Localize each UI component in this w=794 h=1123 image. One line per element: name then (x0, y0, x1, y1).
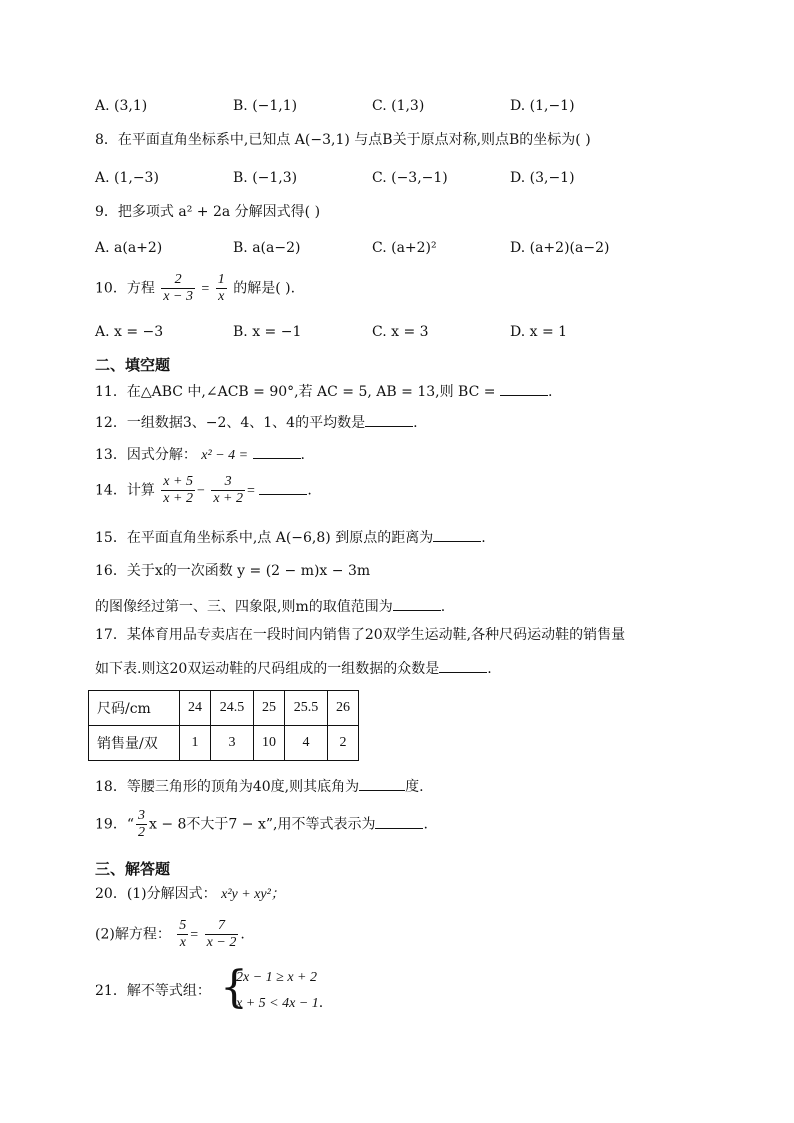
q19-answer-blank[interactable] (375, 814, 423, 829)
q13-expression: x² − 4 = (201, 448, 249, 463)
q13: 13．因式分解： x² − 4 = . (95, 444, 305, 465)
q20-part-2 (95, 918, 245, 951)
q10-option-a[interactable]: A. x = −3 (95, 324, 164, 340)
q11: 11．在△ABC 中,∠ACB = 90°,若 AC = 5, AB = 13,则 BC = . (95, 381, 552, 401)
q18 (95, 776, 424, 796)
q19-numerator: 3 (137, 808, 145, 823)
table-cell: 25 (254, 691, 285, 726)
q21-inequality-2-row (236, 994, 323, 1013)
q21-inequality-1: 2x − 1 ≥ x + 2 (236, 970, 318, 985)
q8-option-b[interactable]: B. (−1,3) (233, 170, 298, 186)
q11-answer-blank[interactable] (500, 381, 548, 396)
q15-text: 15．在平面直角坐标系中,点 A(−6,8) 到原点的距离为 (95, 530, 434, 546)
table-header-size: 尺码/cm (89, 691, 180, 726)
q9-option-b[interactable]: B. a(a−2) (233, 240, 301, 256)
q14-equals: = (246, 483, 255, 499)
q10-stem (95, 272, 295, 305)
q20-frac2-denominator: x − 2 (206, 935, 237, 950)
q9-option-c[interactable]: C. (a+2)² (372, 240, 437, 256)
q9-option-d[interactable]: D. (a+2)(a−2) (510, 240, 610, 256)
q17-line-1: 17．某体育用品专卖店在一段时间内销售了20双学生运动鞋,各种尺码运动鞋的销售量 (95, 627, 626, 643)
q14-fraction-1 (161, 474, 195, 507)
q10-suffix: 的解是( ). (233, 280, 296, 297)
q7-option-d[interactable]: D. (1,−1) (510, 98, 575, 114)
q19-middle: x − 8不大于7 − x”,用不等式表示为 (148, 816, 376, 833)
q8-option-d[interactable]: D. (3,−1) (510, 170, 575, 186)
q19-prefix: 19．“ (95, 816, 134, 833)
table-cell: 24.5 (211, 691, 254, 726)
q10-fraction-2 (216, 272, 227, 305)
q20-fraction-2 (205, 918, 239, 951)
q19-fraction (136, 808, 147, 841)
q10-option-b[interactable]: B. x = −1 (233, 324, 302, 340)
q10-frac1-denominator: x − 3 (163, 289, 193, 304)
q13-prefix: 13．因式分解： (95, 447, 197, 463)
q14-prefix: 14．计算 (95, 482, 155, 499)
q17-text: 如下表.则这20双运动鞋的尺码组成的一组数据的众数是 (95, 661, 440, 677)
q10-prefix: 10．方程 (95, 280, 155, 297)
q14: 14．计算 $\frac{x + 5}{x + 2}$ − $\frac{3}{x + 2}$ = . (95, 474, 312, 506)
q20-part1-prefix: 20．(1)分解因式： (95, 886, 217, 902)
q20-part1-expression: x²y + xy²； (221, 887, 285, 902)
q15: 15．在平面直角坐标系中,点 A(−6,8) 到原点的距离为 . (95, 527, 486, 547)
q14-frac2-denominator: x + 2 (213, 491, 243, 506)
q7-option-c[interactable]: C. (1,3) (372, 98, 425, 114)
table-header-sales: 销售量/双 (89, 726, 180, 761)
q21-end: . (318, 995, 324, 1011)
q16-line-2: 的图像经过第一、三、四象限,则m的取值范围为 . (95, 596, 445, 616)
q10-equals: = (201, 281, 210, 297)
q8-option-c[interactable]: C. (−3,−1) (372, 170, 448, 186)
table-cell: 1 (180, 726, 211, 761)
q14-fraction-2 (211, 474, 245, 507)
q20-equals: = (190, 927, 199, 943)
table-row (89, 726, 359, 761)
q20-part2-prefix: (2)解方程： (95, 926, 171, 943)
q14-frac1-numerator: x + 5 (163, 474, 193, 489)
q10-option-d[interactable]: D. x = 1 (510, 324, 568, 340)
table-cell: 2 (328, 726, 359, 761)
q9-option-a[interactable]: A. a(a+2) (95, 240, 163, 256)
q14-minus: − (196, 483, 205, 499)
table-cell: 25.5 (285, 691, 328, 726)
q10-frac1-numerator: 2 (161, 272, 195, 289)
q20-end: . (240, 926, 245, 943)
q19: 19．“ $\frac{3}{2}$ x − 8不大于7 − x”,用不等式表示为 . (95, 808, 428, 840)
q8-stem: 8．在平面直角坐标系中,已知点 A(−3,1) 与点B关于原点对称,则点B的坐标为( ) (95, 132, 591, 148)
q18-answer-blank[interactable] (359, 776, 405, 791)
section-solve-title: 三、解答题 (95, 860, 171, 878)
table-cell: 24 (180, 691, 211, 726)
q12-text: 12．一组数据3、−2、4、1、4的平均数是 (95, 415, 366, 431)
q11-text: 11．在△ABC 中,∠ACB = 90°,若 AC = 5, AB = 13,则 BC = (95, 384, 496, 400)
table-cell: 26 (328, 691, 359, 726)
q13-answer-blank[interactable] (253, 444, 301, 459)
q12: 12．一组数据3、−2、4、1、4的平均数是 . (95, 412, 418, 432)
q7-option-a[interactable]: A. (3,1) (95, 98, 148, 114)
q17-line-2: 如下表.则这20双运动鞋的尺码组成的一组数据的众数是 . (95, 658, 492, 678)
q10-fraction-1 (161, 272, 195, 305)
section-fill-in-title: 二、填空题 (95, 356, 171, 374)
q18-suffix: 度. (405, 779, 424, 795)
q21-prefix: 21．解不等式组： (95, 983, 211, 999)
q21-inequality-2: x + 5 < 4x − 1 (236, 996, 319, 1011)
q20-frac1-denominator: x (179, 935, 186, 950)
table-cell: 10 (254, 726, 285, 761)
q20-fraction-1 (177, 918, 188, 951)
q14-frac1-denominator: x + 2 (163, 491, 193, 506)
q16-answer-blank[interactable] (393, 596, 441, 611)
q9-stem: 9．把多项式 a² + 2a 分解因式得( ) (95, 204, 321, 220)
q20-part-1 (95, 885, 285, 904)
table-row (89, 691, 359, 726)
table-cell: 4 (285, 726, 328, 761)
q19-denominator: 2 (137, 825, 145, 840)
q10-frac2-denominator: x (218, 289, 225, 304)
system-brace-icon: { (220, 962, 248, 1013)
q18-prefix: 18．等腰三角形的顶角为40度,则其底角为 (95, 779, 360, 795)
q20-frac1-numerator: 5 (179, 918, 187, 933)
q10-option-c[interactable]: C. x = 3 (372, 324, 429, 340)
shoe-size-table (88, 690, 359, 761)
q15-answer-blank[interactable] (433, 527, 481, 542)
q16-text: 的图像经过第一、三、四象限,则m的取值范围为 (95, 599, 393, 615)
q14-frac2-numerator: 3 (211, 474, 245, 491)
q8-option-a[interactable]: A. (1,−3) (95, 170, 159, 186)
table-cell: 3 (211, 726, 254, 761)
q20-frac2-numerator: 7 (205, 918, 239, 935)
q17-answer-blank[interactable] (439, 658, 487, 673)
q7-option-b[interactable]: B. (−1,1) (233, 98, 298, 114)
q12-answer-blank[interactable] (365, 412, 413, 427)
q14-answer-blank[interactable] (259, 480, 307, 495)
q16-line-1: 16．关于x的一次函数 y = (2 − m)x − 3m (95, 563, 371, 579)
q10-frac2-numerator: 1 (217, 272, 225, 287)
